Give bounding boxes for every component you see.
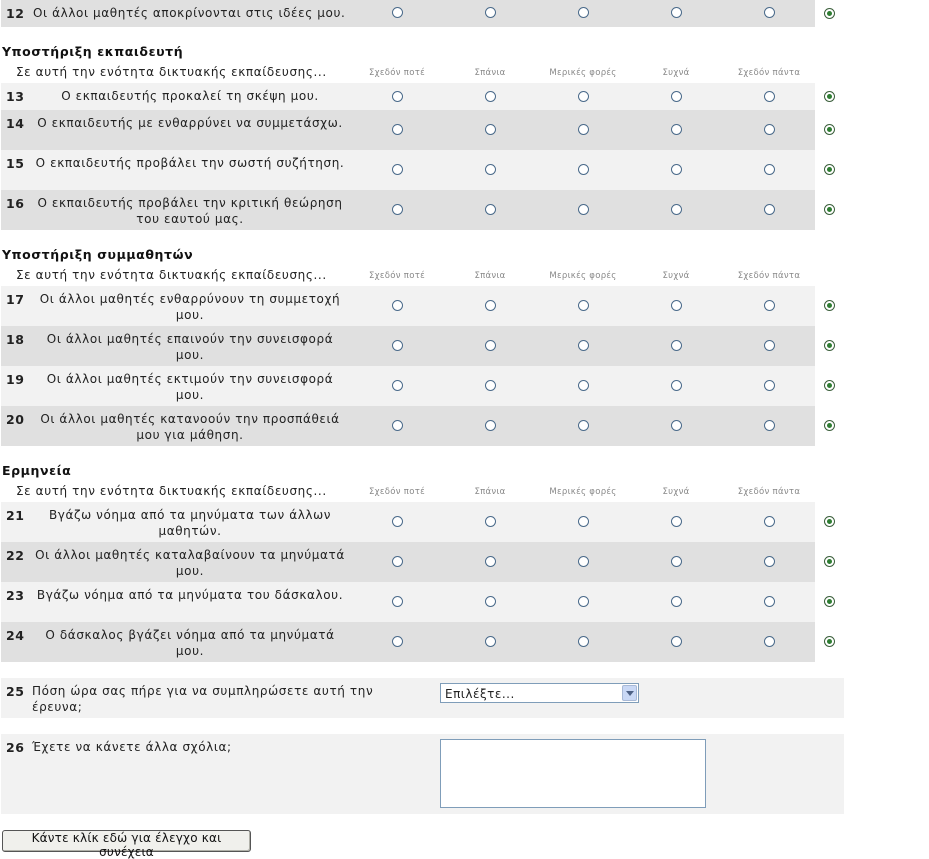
radio-option-4[interactable] (671, 636, 682, 647)
radio-option-3[interactable] (578, 596, 589, 607)
radio-option-2[interactable] (485, 164, 496, 175)
radio-option-2[interactable] (485, 556, 496, 567)
submit-button[interactable]: Κάντε κλίκ εδώ για έλεγχο και συνέχεια (2, 830, 251, 852)
section-intro: Σε αυτή την ενότητα δικτυακής εκπαίδευσης... (16, 484, 327, 498)
column-header: Μερικές φορές (549, 487, 617, 497)
column-header: Σχεδόν ποτέ (368, 68, 426, 78)
radio-option-4[interactable] (671, 300, 682, 311)
radio-answered-21[interactable] (824, 516, 835, 527)
column-header: Συχνά (662, 271, 690, 281)
radio-option-2[interactable] (485, 300, 496, 311)
question-text: Οι άλλοι μαθητές κατανοούν την προσπάθειά μου για μάθηση. (40, 412, 340, 442)
question-row-23 (1, 582, 815, 622)
radio-option-4[interactable] (671, 164, 682, 175)
question-row-22 (1, 542, 815, 582)
radio-option-5[interactable] (764, 596, 775, 607)
radio-option-3[interactable] (578, 380, 589, 391)
question-text: Ο εκπαιδευτής προκαλεί τη σκέψη μου. (61, 89, 319, 103)
question-row-14 (1, 110, 815, 150)
column-header: Σχεδόν πάντα (737, 68, 801, 78)
question-number: 16 (6, 196, 25, 211)
radio-option-2[interactable] (485, 516, 496, 527)
question-number: 18 (6, 332, 25, 347)
radio-option-3[interactable] (578, 164, 589, 175)
duration-select-value: Επιλέξτε... (445, 687, 515, 701)
column-header: Σχεδόν ποτέ (368, 487, 426, 497)
question-text: Οι άλλοι μαθητές εκτιμούν την συνεισφορά μου. (46, 372, 334, 402)
column-header: Σχεδόν ποτέ (368, 271, 426, 281)
question-row-12 (1, 0, 815, 27)
radio-answered-15[interactable] (824, 164, 835, 175)
column-header: Συχνά (662, 487, 690, 497)
radio-option-3[interactable] (578, 636, 589, 647)
radio-option-1[interactable] (392, 124, 403, 135)
column-header: Σπάνια (474, 271, 506, 281)
radio-option-2[interactable] (485, 636, 496, 647)
radio-answered-20[interactable] (824, 420, 835, 431)
question-number: 14 (6, 116, 25, 131)
radio-option-4[interactable] (671, 340, 682, 351)
radio-answered-17[interactable] (824, 300, 835, 311)
radio-option-4[interactable] (671, 124, 682, 135)
question-number: 15 (6, 156, 25, 171)
question-text: Οι άλλοι μαθητές επαινούν την συνεισφορά μου. (46, 332, 334, 362)
radio-option-3[interactable] (578, 124, 589, 135)
radio-option-1[interactable] (392, 380, 403, 391)
question-text: Βγάζω νόημα από τα μηνύματα των άλλων μαθητών. (48, 508, 332, 538)
question-row-25 (1, 678, 844, 718)
radio-option-4[interactable] (671, 7, 682, 18)
radio-option-1[interactable] (392, 596, 403, 607)
question-text: Οι άλλοι μαθητές ενθαρρύνουν τη συμμετοχή μου. (39, 292, 341, 322)
radio-option-3[interactable] (578, 516, 589, 527)
radio-option-1[interactable] (392, 516, 403, 527)
radio-option-1[interactable] (392, 204, 403, 215)
question-number: 13 (6, 89, 25, 104)
radio-option-2[interactable] (485, 380, 496, 391)
radio-option-5[interactable] (764, 516, 775, 527)
question-number: 19 (6, 372, 25, 387)
radio-answered-19[interactable] (824, 380, 835, 391)
section-intro: Σε αυτή την ενότητα δικτυακής εκπαίδευσης... (16, 268, 327, 282)
radio-option-4[interactable] (671, 204, 682, 215)
question-text: Βγάζω νόημα από τα μηνύματα του δάσκαλου. (36, 588, 344, 602)
question-row-13 (1, 83, 815, 110)
section-title: Ερμηνεία (2, 463, 72, 478)
radio-option-5[interactable] (764, 380, 775, 391)
radio-option-5[interactable] (764, 420, 775, 431)
question-text: Ο εκπαιδευτής προβάλει την κριτική θεώρηση του εαυτού μας. (37, 196, 343, 226)
radio-option-1[interactable] (392, 91, 403, 102)
radio-option-3[interactable] (578, 556, 589, 567)
radio-option-5[interactable] (764, 124, 775, 135)
radio-option-4[interactable] (671, 516, 682, 527)
radio-option-1[interactable] (392, 636, 403, 647)
section-title: Υποστήριξη συμμαθητών (2, 247, 194, 262)
section-title: Υποστήριξη εκπαιδευτή (2, 44, 184, 59)
question-number: 22 (6, 548, 25, 563)
question-number: 23 (6, 588, 25, 603)
question-text: Ο δάσκαλος βγάζει νόημα από τα μηνύματά μου. (45, 628, 335, 658)
question-row-17 (1, 286, 815, 326)
radio-answered-24[interactable] (824, 636, 835, 647)
question-number: 12 (6, 6, 25, 21)
radio-option-2[interactable] (485, 7, 496, 18)
radio-option-5[interactable] (764, 91, 775, 102)
question-number: 21 (6, 508, 25, 523)
radio-option-1[interactable] (392, 164, 403, 175)
radio-answered-14[interactable] (824, 124, 835, 135)
radio-option-2[interactable] (485, 91, 496, 102)
question-row-20 (1, 406, 815, 446)
column-header: Σπάνια (474, 68, 506, 78)
question-row-26 (1, 734, 844, 814)
comments-textarea[interactable] (440, 739, 706, 808)
radio-option-4[interactable] (671, 420, 682, 431)
radio-option-3[interactable] (578, 91, 589, 102)
question-number: 20 (6, 412, 25, 427)
question-number: 24 (6, 628, 25, 643)
question-text: Έχετε να κάνετε άλλα σχόλια; (32, 740, 232, 754)
radio-answered-18[interactable] (824, 340, 835, 351)
radio-option-4[interactable] (671, 380, 682, 391)
column-header: Συχνά (662, 68, 690, 78)
column-header: Σχεδόν πάντα (737, 487, 801, 497)
radio-answered-22[interactable] (824, 556, 835, 567)
duration-select[interactable] (440, 683, 639, 703)
question-row-21 (1, 502, 815, 542)
radio-option-5[interactable] (764, 164, 775, 175)
radio-option-4[interactable] (671, 556, 682, 567)
radio-option-1[interactable] (392, 420, 403, 431)
radio-answered-16[interactable] (824, 204, 835, 215)
radio-option-5[interactable] (764, 204, 775, 215)
radio-answered-23[interactable] (824, 596, 835, 607)
radio-option-5[interactable] (764, 7, 775, 18)
question-text: Πόση ώρα σας πήρε για να συμπληρώσετε αυτή την έρευνα; (32, 684, 374, 714)
radio-option-2[interactable] (485, 124, 496, 135)
question-number: 25 (6, 684, 25, 699)
question-row-19 (1, 366, 815, 406)
column-header: Σχεδόν πάντα (737, 271, 801, 281)
question-number: 17 (6, 292, 25, 307)
question-row-15 (1, 150, 815, 190)
radio-answered-12[interactable] (824, 8, 835, 19)
question-text: Ο εκπαιδευτής προβάλει την σωστή συζήτηση. (35, 156, 345, 170)
column-header: Μερικές φορές (549, 68, 617, 78)
radio-option-5[interactable] (764, 300, 775, 311)
radio-option-4[interactable] (671, 596, 682, 607)
radio-option-1[interactable] (392, 340, 403, 351)
radio-option-1[interactable] (392, 7, 403, 18)
radio-option-3[interactable] (578, 420, 589, 431)
radio-option-3[interactable] (578, 340, 589, 351)
radio-option-5[interactable] (764, 556, 775, 567)
question-text: Ο εκπαιδευτής με ενθαρρύνει να συμμετάσχω. (37, 116, 343, 130)
radio-option-2[interactable] (485, 420, 496, 431)
radio-option-2[interactable] (485, 340, 496, 351)
question-row-16 (1, 190, 815, 230)
question-row-24 (1, 622, 815, 662)
radio-option-3[interactable] (578, 204, 589, 215)
section-intro: Σε αυτή την ενότητα δικτυακής εκπαίδευσης... (16, 65, 327, 79)
radio-option-5[interactable] (764, 636, 775, 647)
question-text: Οι άλλοι μαθητές αποκρίνονται στις ιδέες μου. (33, 6, 346, 20)
question-row-18 (1, 326, 815, 366)
radio-option-3[interactable] (578, 300, 589, 311)
radio-option-5[interactable] (764, 340, 775, 351)
radio-option-1[interactable] (392, 556, 403, 567)
radio-option-1[interactable] (392, 300, 403, 311)
question-number: 26 (6, 740, 25, 755)
question-text: Οι άλλοι μαθητές καταλαβαίνουν τα μηνύματά μου. (35, 548, 345, 578)
radio-answered-13[interactable] (824, 91, 835, 102)
column-header: Μερικές φορές (549, 271, 617, 281)
column-header: Σπάνια (474, 487, 506, 497)
chevron-down-icon[interactable] (622, 685, 637, 701)
radio-option-3[interactable] (578, 7, 589, 18)
radio-option-2[interactable] (485, 204, 496, 215)
radio-option-4[interactable] (671, 91, 682, 102)
radio-option-2[interactable] (485, 596, 496, 607)
